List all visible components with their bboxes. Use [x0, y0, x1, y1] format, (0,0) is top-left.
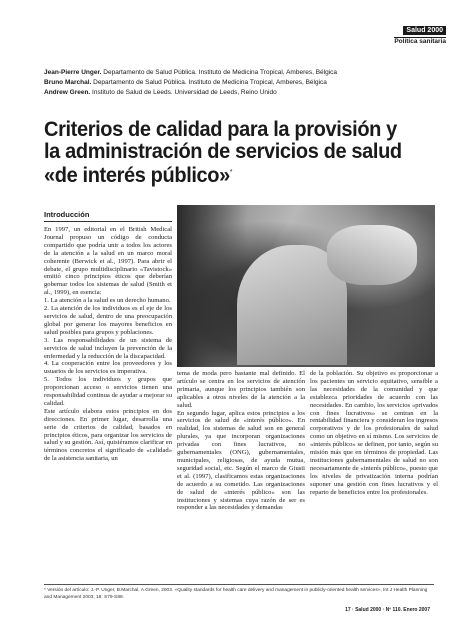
- paragraph: En 1997, un editorial en el British Medical Journal propuso un código de conducta compartido que podría unir a todos los actores de la atención a la salud en un marco moral coherente (Berwick et al., 1997). Para abrir el debate, el grupo multidisciplinario «Tavistock» emitió cinco principios éticos que deberían gobernar todos los sistemas de salud (Smith et al., 1999), en esencia:: [44, 226, 172, 297]
- title-line-1: Criterios de calidad para la provisión y: [44, 117, 397, 141]
- paragraph: 4. La cooperación entre los proveedores y los usuarios de los servicios es imperativa.: [44, 360, 172, 376]
- article-title: [44, 118, 425, 186]
- paragraph: 1. La atención a la salud es un derecho humano.: [44, 297, 171, 305]
- section-heading: Introducción: [44, 210, 172, 222]
- paragraph: En segundo lugar, aplica estos principios a los servicios de salud de «interés público». En realidad, los sistemas de salud son en general plurales, ya que incorporan organizaciones privadas con fines lucrativos, no gubernamentales (ONG), gubernamentales, municipales, religiosas, de ayuda mutua, seguridad social, etc. Según el marco de Giusti et al. (1997), clasificamos estas organizaciones de acuerdo a su cometido. Las organizaciones de salud de «interés público» son las instituciones y sistemas cuya razón de ser es responder a las necesidades y demandas: [177, 409, 305, 512]
- author-affiliation: Departamento de Salud Pública. Instituto de Medicina Tropical, Amberes, Bélgica: [93, 79, 327, 86]
- title-line-3: «de interés público»: [44, 163, 230, 188]
- text-column-3: [310, 370, 438, 497]
- footnote: * Versión del artículo: J.-P. Unger, B.Marchal, A.Green, 2003. «Quality standards for health care delivery and management in publicly-oriented health services», Int J Health Planning and Management 2003; 18: S79-S88.: [44, 588, 428, 600]
- paragraph: de la población. Su objetivo es proporcionar a los pacientes un servicio equitativo, sensible a las necesidades de la comunidad y que establezca prioridades de acuerdo con las necesidades. En cambio, los servicios «privados con fines lucrativos» se centran en la rentabilidad financiera y consideran los ingresos corporativos y de los profesionales de salud como un objetivo en sí mismo. Los servicios de «interés público» se definen, por tanto, según su misión más que en términos de propiedad. Las instituciones gubernamentales de salud no son necesariamente de «interés público», puesto que los niveles de privatización interna podrían suponer una gestión con fines lucrativos y el reparto de beneficios entre los profesionales.: [310, 370, 438, 496]
- page-info: 17 · Salud 2000 · Nº 110. Enero 2007: [345, 607, 430, 613]
- journal-name: Salud 2000: [403, 26, 446, 35]
- section-name: Política sanitaria: [394, 38, 446, 45]
- paragraph: tema de moda pero bastante mal definido. El artículo se centra en los servicios de atención primaria, aunque los principios también son aplicables a otros niveles de la atención a la salud.: [177, 370, 305, 409]
- author-name: Jean-Pierre Unger.: [44, 69, 102, 76]
- author-name: Andrew Green.: [44, 89, 91, 96]
- author-line: [44, 88, 444, 98]
- text-column-1: [44, 226, 172, 463]
- paragraph: 2. La atención de los individuos es el eje de los servicios de salud, dentro de una preocupación global por generar los mayores beneficios en salud posibles para grupos y poblaciones.: [44, 305, 172, 336]
- title-line-2: la administración de servicios de salud: [44, 139, 402, 163]
- surgeons-photo: [177, 205, 435, 367]
- paragraph: Este artículo elabora estos principios en dos direcciones. En primer lugar, desarrolla una serie de criterios de calidad, basados en principios éticos, para organizar los servicios de salud y su gestión. Así, quisiéramos clarificar en términos concretos el significado de «calidad» de la asistencia sanitaria, un: [44, 407, 172, 463]
- text-column-2: [177, 370, 305, 512]
- author-line: [44, 68, 444, 78]
- author-line: [44, 78, 444, 88]
- author-affiliation: Departamento de Salud Pública. Instituto de Medicina Tropical, Amberes, Bélgica: [103, 69, 338, 76]
- footnote-divider: [44, 584, 434, 585]
- author-name: Bruno Marchal.: [44, 79, 92, 86]
- title-footnote-marker: *: [229, 169, 233, 176]
- paragraph: 3. Las responsabilidades de un sistema de servicios de salud incluyen la prevención de la enfermedad y la reducción de la discapacidad.: [44, 336, 172, 360]
- journal-tag: [394, 20, 446, 46]
- author-affiliation: Instituto de Salud de Leeds. Universidad de Leeds, Reino Unido: [92, 89, 277, 96]
- paragraph: 5. Todos los individuos y grupos que proporcionan acceso o servicios tienen una responsabilidad continua de ayudar a mejorar su calidad.: [44, 376, 172, 407]
- author-list: [44, 68, 444, 98]
